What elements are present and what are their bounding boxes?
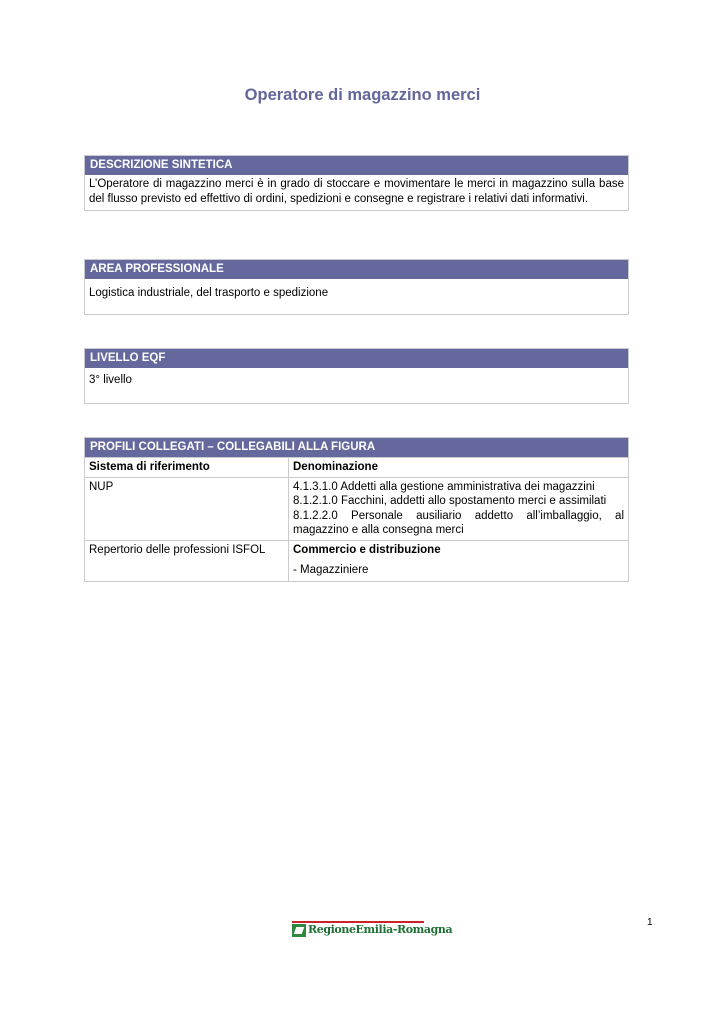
- logo-text: RegioneEmilia-Romagna: [308, 923, 453, 936]
- table-row: [85, 477, 628, 540]
- document-title: Operatore di magazzino merci: [244, 86, 481, 104]
- denominazione-nup: [289, 477, 629, 540]
- profili-section: [84, 437, 629, 582]
- table-row: [85, 540, 628, 581]
- isfol-heading: Commercio e distribuzione: [293, 543, 441, 556]
- area-heading: AREA PROFESSIONALE: [85, 260, 628, 279]
- column-header-denominazione: Denominazione: [289, 458, 629, 478]
- nup-line: 8.1.2.1.0 Facchini, addetti allo spostamento merci e assimilati: [293, 495, 607, 507]
- isfol-item: - Magazziniere: [293, 564, 369, 576]
- profili-table: [85, 457, 628, 581]
- descrizione-section: [84, 155, 629, 211]
- descrizione-text: L’Operatore di magazzino merci è in grado di stoccare e movimentare le merci in magazzino sulla base del flusso previsto ed effettivo di ordini, spedizioni e consegne e registrare i relativi dati informativi.: [89, 178, 624, 205]
- descrizione-heading: DESCRIZIONE SINTETICA: [85, 156, 628, 175]
- livello-heading: LIVELLO EQF: [85, 349, 628, 368]
- area-section: [84, 259, 629, 315]
- livello-section: [84, 348, 629, 404]
- livello-text: 3° livello: [89, 374, 132, 386]
- regione-logo: [292, 921, 453, 939]
- nup-line: 4.1.3.1.0 Addetti alla gestione amministrativa dei magazzini: [293, 480, 595, 493]
- flag-icon: [292, 924, 306, 937]
- page-number: 1: [647, 917, 653, 928]
- sistema-isfol: Repertorio delle professioni ISFOL: [85, 540, 289, 581]
- area-text: Logistica industriale, del trasporto e spedizione: [89, 287, 329, 299]
- nup-line: 8.1.2.2.0 Personale ausiliario addetto all’imballaggio, al magazzino e alla consegna merci: [293, 509, 624, 536]
- sistema-nup: NUP: [85, 477, 289, 540]
- table-header-row: [85, 458, 628, 478]
- profili-heading: PROFILI COLLEGATI – COLLEGABILI ALLA FIGURA: [85, 438, 628, 457]
- denominazione-isfol: [289, 540, 629, 581]
- column-header-sistema: Sistema di riferimento: [85, 458, 289, 478]
